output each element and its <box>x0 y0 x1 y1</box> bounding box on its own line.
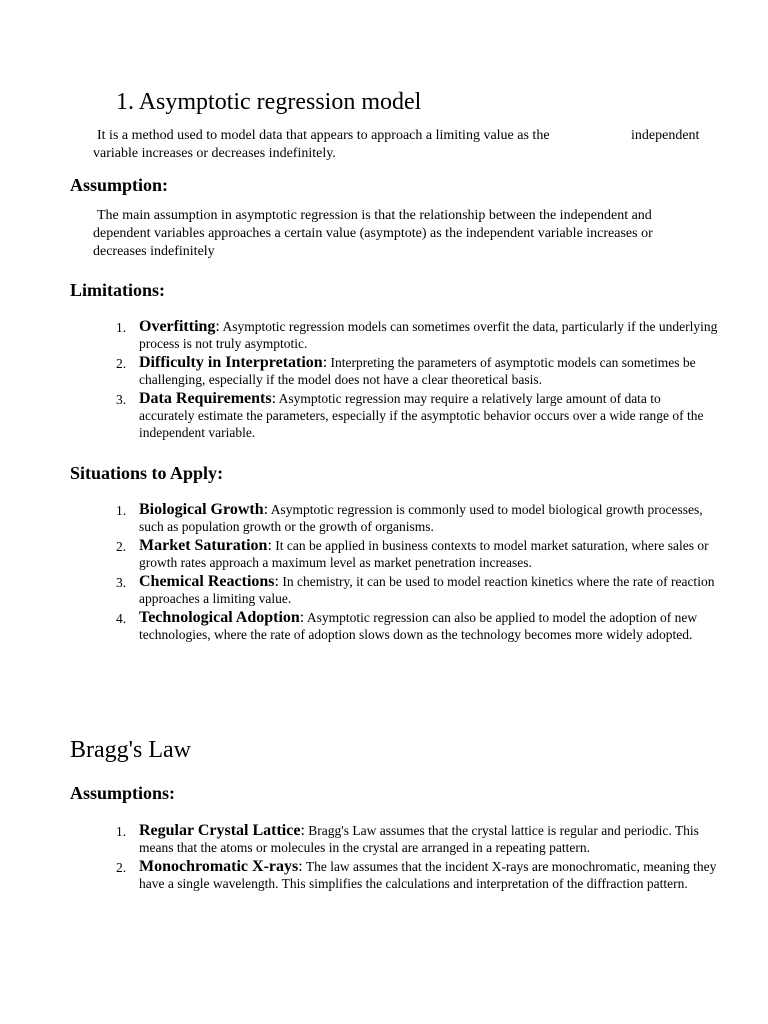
heading-text: Asymptotic regression model <box>138 89 422 115</box>
section-heading-asymptotic-regression <box>116 88 421 116</box>
situations-list <box>116 501 719 645</box>
list-item: 2. Market Saturation: It can be applied in business contexts to model market saturation, where sales or growth rates approach a maximum level as market penetration increases. <box>116 537 709 570</box>
list-item: 4. Technological Adoption: Asymptotic regression can also be applied to model the adoption of new technologies, where the rate of adoption slows down as the technology becomes more widely adopted. <box>116 609 698 642</box>
assumptions-heading: Assumptions: <box>70 783 176 803</box>
list-item: 2. Difficulty in Interpretation: Interpreting the parameters of asymptotic models can sometimes be challenging, especially if the model does not have a clear theoretical basis. <box>116 354 696 387</box>
situations-heading: Situations to Apply: <box>70 463 224 483</box>
list-item: 1. Biological Growth: Asymptotic regression is commonly used to model biological growth processes, such as population growth or the growth of organisms. <box>116 501 703 534</box>
assumption-line-1: The main assumption in asymptotic regression is that the relationship between the independent and <box>97 208 652 223</box>
list-item: 3. Chemical Reactions: In chemistry, it can be used to model reaction kinetics where the rate of reaction approaches a limiting value. <box>116 573 715 606</box>
assumption-paragraph <box>93 207 733 261</box>
section-heading-braggs-law: Bragg's Law <box>70 737 191 763</box>
assumption-line-3: decreases indefinitely <box>93 244 215 259</box>
list-item: 1. Overfitting: Asymptotic regression models can sometimes overfit the data, particularly if the underlying process is not truly asymptotic. <box>116 318 718 351</box>
limitations-heading: Limitations: <box>70 280 166 300</box>
list-item: 2. Monochromatic X-rays: The law assumes that the incident X-rays are monochromatic, meaning they have a single wavelength. This simplifies the calculations and interpretation of the diffraction pattern. <box>116 858 717 891</box>
bragg-assumptions-list <box>116 822 719 894</box>
assumption-line-2: dependent variables approaches a certain value (asymptote) as the independent variable increases or <box>93 226 653 241</box>
intro-line-1: It is a method used to model data that appears to approach a limiting value as the independent <box>97 128 700 143</box>
list-item: 1. Regular Crystal Lattice: Bragg's Law assumes that the crystal lattice is regular and periodic. This means that the atoms or molecules in the crystal are arranged in a repeating pattern. <box>116 822 699 855</box>
intro-line-2: variable increases or decreases indefinitely. <box>93 146 336 161</box>
limitations-list <box>116 318 719 443</box>
heading-number: 1. <box>116 89 134 115</box>
assumption-heading: Assumption: <box>70 175 169 195</box>
list-item: 3. Data Requirements: Asymptotic regression may require a relatively large amount of data to accurately estimate the parameters, especially if the asymptotic behavior occurs over a wide range of the independent variable. <box>116 390 704 440</box>
intro-paragraph <box>93 127 733 163</box>
